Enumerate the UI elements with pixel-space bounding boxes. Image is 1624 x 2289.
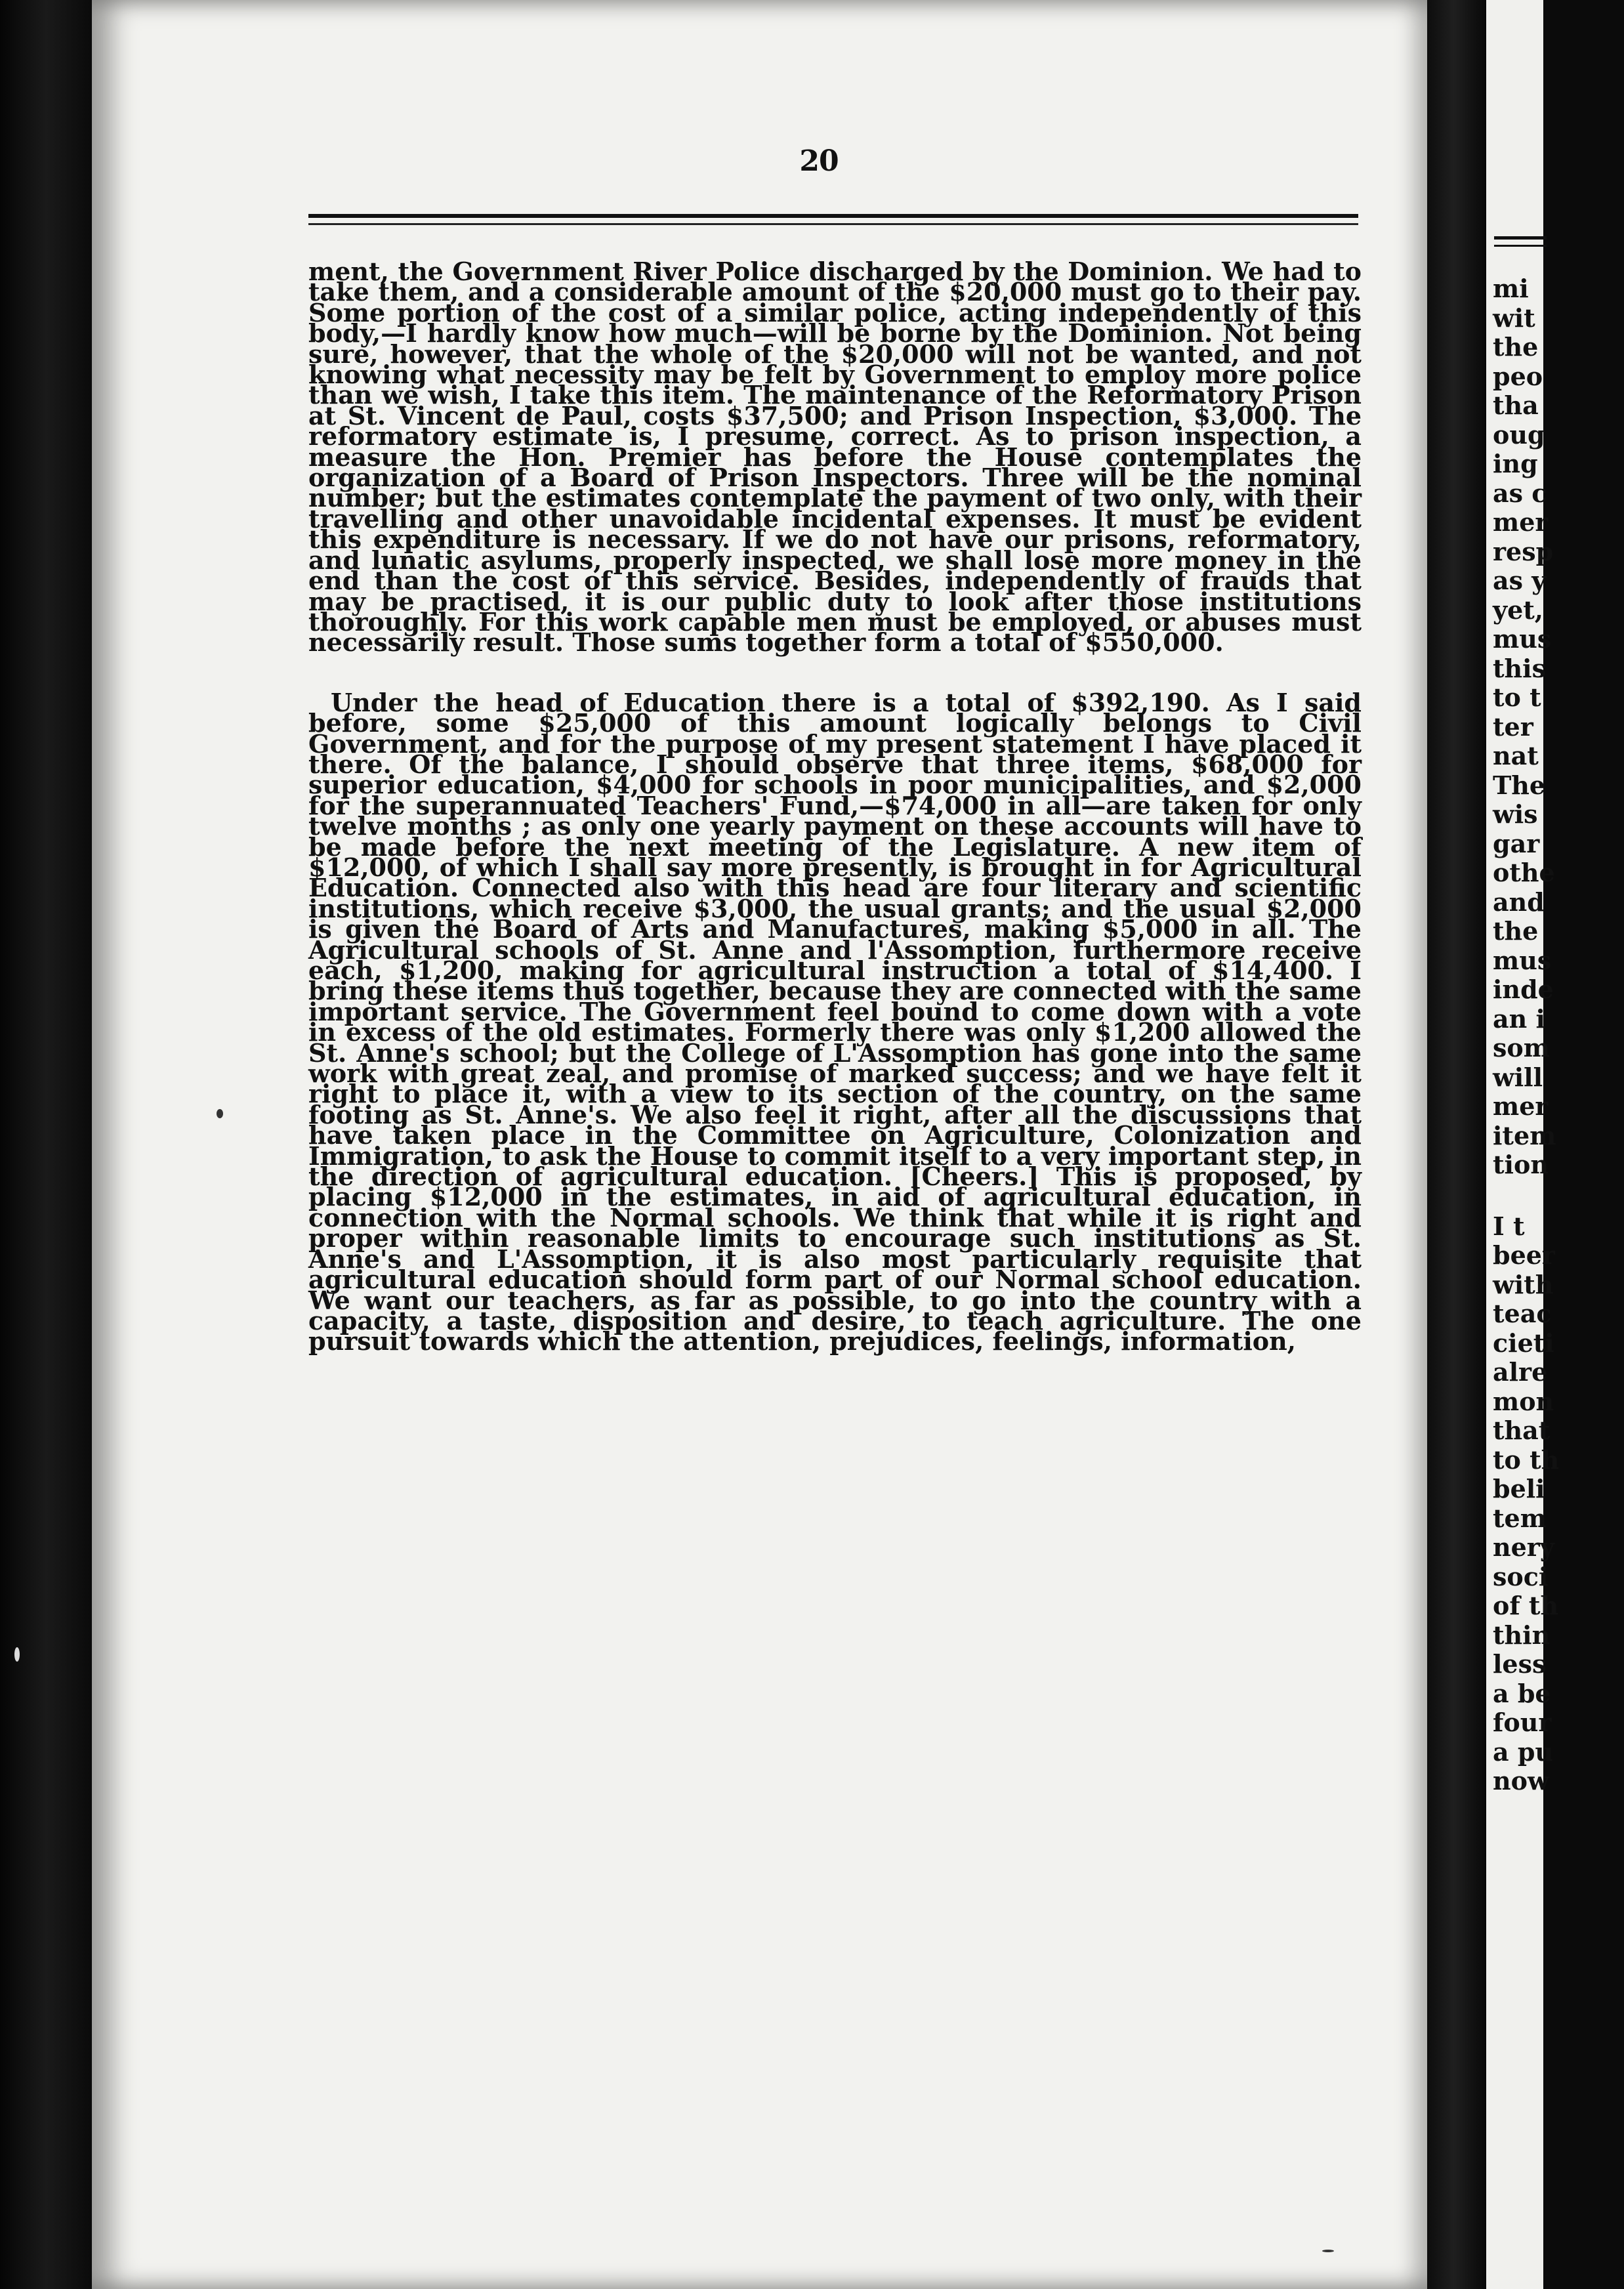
facing-line: nery bbox=[1493, 1532, 1554, 1562]
facing-line: cieti bbox=[1493, 1328, 1554, 1358]
facing-line: this bbox=[1493, 653, 1547, 683]
facing-line: the bbox=[1493, 916, 1539, 946]
body-text bbox=[308, 257, 1362, 1356]
facing-line: othe bbox=[1493, 858, 1555, 887]
facing-line: and bbox=[1493, 887, 1545, 917]
facing-line: peo bbox=[1493, 361, 1543, 391]
facing-line: mer bbox=[1493, 1091, 1549, 1121]
page-number: 20 bbox=[799, 144, 839, 178]
facing-line: inde bbox=[1493, 975, 1554, 1004]
facing-line: less bbox=[1493, 1649, 1547, 1679]
facing-line: to th bbox=[1493, 1444, 1560, 1475]
book-gutter bbox=[1427, 0, 1486, 2289]
facing-line: nat bbox=[1493, 741, 1539, 770]
facing-line: to t bbox=[1493, 682, 1541, 712]
facing-line: tion bbox=[1493, 1150, 1549, 1179]
facing-rule-thin bbox=[1494, 245, 1547, 247]
header-rule-thin bbox=[308, 223, 1358, 225]
facing-line: tha bbox=[1493, 390, 1539, 420]
facing-line: with bbox=[1493, 1269, 1554, 1299]
facing-line: as y bbox=[1493, 566, 1547, 595]
facing-line: teac bbox=[1493, 1299, 1552, 1328]
facing-line: I t bbox=[1493, 1211, 1525, 1241]
facing-line: ter bbox=[1493, 711, 1533, 742]
facing-line: The bbox=[1493, 770, 1546, 800]
facing-line: that bbox=[1493, 1416, 1551, 1445]
scan-left-edge bbox=[0, 0, 92, 2289]
facing-line: tem bbox=[1493, 1503, 1547, 1533]
facing-line: wit bbox=[1493, 303, 1535, 333]
paragraph-1: ment, the Government River Police discharged by the Dominion. We had to take them, and a considerable amount of the $20,000 must go to their pay. Some portion of the cost of a similar police, acting independently of this body,—I hardly know how much—will be borne by the Dominion. Not being sure, however, that the whole of the $20,000 will not be wanted, and not knowing what necessity may be felt by Government to employ more police than we wish, I take this item. The maintenance of the Reformatory Prison at St. Vincent de Paul, costs $37,500; and Prison Inspection, $3,000. The reformatory estimate is, I presume, correct. As to prison inspection, a measure the Hon. Premier has before the House contemplates the organization of a Board of Prison Inspectors. Three will be the nominal number; but the estimates contemplate the payment of two only, with their travelling and other unavoidable incidental expenses. It must be evident this expenditure is necessary. If we do not have our prisons, reformatory, and lunatic asylums, properly inspected, we shall lose more money in the end than the cost of this service. Besides, independently of frauds that may be practised, it is our public duty to look after those institutions thoroughly. For this work capable men must be employed, or abuses must necessarily result. Those sums together form a total of $550,000. bbox=[308, 257, 1362, 658]
header-rule-thick bbox=[308, 214, 1358, 218]
facing-line: mus bbox=[1493, 945, 1552, 975]
facing-line: item bbox=[1493, 1120, 1556, 1150]
facing-line: oug bbox=[1493, 419, 1545, 450]
facing-paragraph-gap bbox=[1493, 1180, 1624, 1212]
facing-line: mon bbox=[1493, 1386, 1554, 1416]
facing-line: yet, bbox=[1493, 595, 1544, 625]
facing-line: gar bbox=[1493, 828, 1540, 858]
facing-line: ing bbox=[1493, 449, 1538, 478]
facing-line: four bbox=[1493, 1708, 1552, 1737]
scan-speck bbox=[217, 1109, 223, 1118]
facing-line: thin bbox=[1493, 1620, 1551, 1650]
facing-line: as c bbox=[1493, 478, 1547, 508]
facing-rule-thick bbox=[1494, 236, 1547, 240]
facing-line: now bbox=[1493, 1766, 1549, 1796]
facing-line: resp bbox=[1493, 536, 1554, 566]
facing-line: an i bbox=[1493, 1003, 1545, 1034]
facing-line: of th bbox=[1493, 1591, 1559, 1620]
facing-line: the bbox=[1493, 332, 1539, 362]
facing-line: mus bbox=[1493, 624, 1552, 654]
facing-line: alre bbox=[1493, 1357, 1548, 1387]
facing-line: a be bbox=[1493, 1678, 1551, 1708]
facing-page-text bbox=[1493, 274, 1624, 1796]
scan-speck bbox=[1322, 2250, 1334, 2252]
facing-line: beer bbox=[1493, 1240, 1555, 1270]
scan-speck bbox=[14, 1647, 20, 1662]
facing-line: wis bbox=[1493, 799, 1538, 829]
paragraph-2: Under the head of Education there is a total of $392,190. As I said before, some $25,000 of this amount logically belongs to Civil Government, and for the purpose of my present statement I have placed it there. Of the balance, I should observe that three items, $68,000 for superior education, $4,000 for schools in poor municipalities, and $2,000 for the superannuated Teachers' Fund,—$74,000 in all—are taken for only twelve months ; as only one yearly payment on these accounts will have to be made before the next meeting of the Legislature. A new item of $12,000, of which I shall say more presently, is brought in for Agricultural Education. Connected also with this head are four literary and scientific institutions, which receive $3,000, the usual grants; and the usual $2,000 is given the Board of Arts and Manufactures, making $5,000 in all. The Agricultural schools of St. Anne and l'Assomption, furthermore receive each, $1,200, making for agricultural instruction a total of $14,400. I bring these items thus together, because they are connected with the same important service. The Government feel bound to come down with a vote in excess of the old estimates. Formerly there was only $1,200 allowed the St. Anne's school; but the College of L'Assomption has gone into the same work with great zeal, and promise of marked success; and we have felt it right to place it, with a view to its section of the country, on the same footing as St. Anne's. We also feel it right, after all the discussions that have taken place in the Committee on Agriculture, Colonization and Immigration, to ask the House to commit itself to a very important step, in the direction of agricultural education. [Cheers.] This is proposed, by placing $12,000 in the estimates, in aid of agricultural education, in connection with the Normal schools. We think that while it is right and proper within reasonable limits to encourage such institutions as St. Anne's and L'Assomption, it is also most particularly requisite that agricultural education should form part of our Normal school education. We want our teachers, as far as possible, to go into the country with a capacity, a taste, disposition and desire, to teach agriculture. The one pursuit towards which the attention, prejudices, feelings, information, bbox=[308, 687, 1362, 1356]
facing-line: mer bbox=[1493, 507, 1549, 537]
facing-line: beli bbox=[1493, 1474, 1545, 1503]
facing-line: will bbox=[1493, 1062, 1543, 1092]
facing-line: a pu bbox=[1493, 1736, 1554, 1767]
facing-line: soci bbox=[1493, 1561, 1549, 1591]
facing-line: mi bbox=[1493, 274, 1529, 303]
facing-page-edge bbox=[1486, 0, 1560, 2289]
facing-line: som bbox=[1493, 1033, 1550, 1062]
